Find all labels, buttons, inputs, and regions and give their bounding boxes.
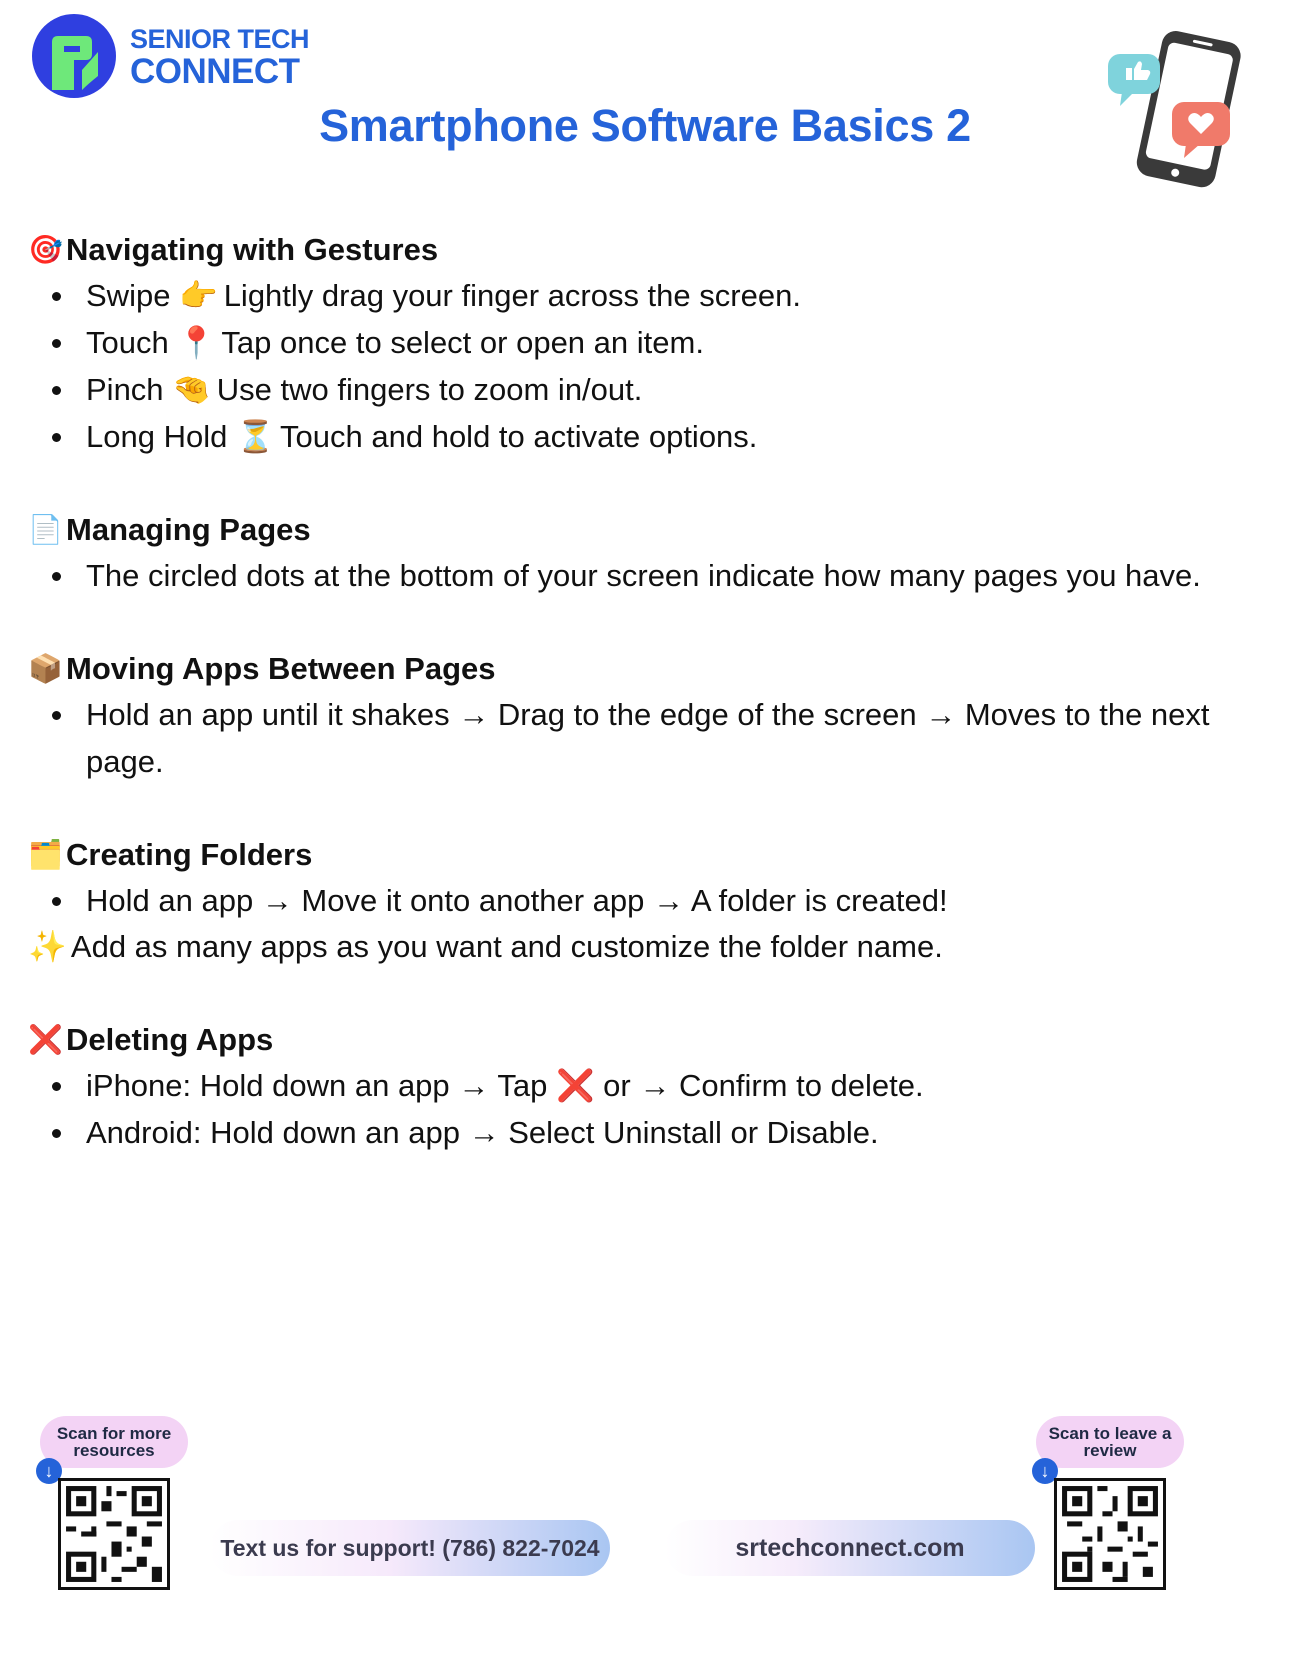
heading-text: Managing Pages [66, 512, 311, 547]
section-gestures [28, 228, 1278, 460]
section-pages [28, 508, 1278, 599]
gesture-description: Tap once to select or open an item. [221, 325, 704, 360]
folder-icon: 🗂️ [28, 839, 63, 870]
qr-code-icon[interactable] [1054, 1478, 1166, 1590]
cross-mark-icon: ❌ [555, 1068, 595, 1103]
section-folders [28, 833, 1278, 970]
qr-review [1026, 1416, 1196, 1596]
list-item: Hold an app → Move it onto another app → A folder is created! [28, 877, 1278, 924]
item-text: iPhone: Hold down an app → Tap [86, 1068, 548, 1103]
section-heading [28, 647, 1278, 691]
gesture-description: Use two fingers to zoom in/out. [216, 372, 643, 407]
arrow-down-icon: ↓ [1032, 1458, 1058, 1484]
pin-icon: 📍 [177, 325, 216, 360]
heading-text: Creating Folders [66, 837, 313, 872]
package-icon: 📦 [28, 653, 63, 684]
list-item: Android: Hold down an app → Select Uninstall or Disable. [28, 1109, 1278, 1156]
brand-line-2: CONNECT [130, 52, 300, 91]
folder-tip [28, 924, 1278, 970]
brand-line-1: SENIOR TECH [130, 24, 310, 54]
list-item [28, 413, 1278, 460]
gesture-description: Lightly drag your finger across the screen. [223, 278, 801, 313]
pinch-hand-icon: 🤏 [172, 372, 211, 407]
page-icon: 📄 [28, 514, 63, 545]
qr-label: Scan to leave a review [1036, 1416, 1184, 1468]
gesture-term: Pinch [86, 372, 164, 407]
hourglass-icon: ⏳ [235, 419, 275, 454]
website-link[interactable]: srtechconnect.com [665, 1520, 1035, 1576]
content [28, 228, 1278, 1204]
page-title: Smartphone Software Basics 2 [319, 100, 971, 151]
heading-text: Deleting Apps [66, 1022, 274, 1057]
item-text: or → Confirm to delete. [603, 1068, 924, 1103]
list-item: Hold an app until it shakes → Drag to the edge of the screen → Moves to the next page. [28, 691, 1256, 785]
pointing-hand-icon: 👉 [179, 278, 218, 313]
phone-illustration-icon [1108, 22, 1258, 192]
gesture-term: Touch [86, 325, 169, 360]
heading-text: Moving Apps Between Pages [66, 651, 496, 686]
section-heading [28, 508, 1278, 552]
list-item: The circled dots at the bottom of your screen indicate how many pages you have. [28, 552, 1278, 599]
section-moving-apps [28, 647, 1278, 785]
heading-text: Navigating with Gestures [66, 232, 439, 267]
target-icon: 🎯 [28, 234, 63, 265]
qr-resources [30, 1416, 200, 1596]
gesture-description: Touch and hold to activate options. [280, 419, 758, 454]
qr-label: Scan for more resources [40, 1416, 188, 1468]
section-heading [28, 228, 1278, 272]
sparkles-icon: ✨ [28, 929, 67, 964]
qr-code-icon[interactable] [58, 1478, 170, 1590]
list-item [28, 319, 1278, 366]
cross-mark-icon: ❌ [28, 1024, 63, 1055]
list-item [28, 1062, 1278, 1109]
tip-text: Add as many apps as you want and customize the folder name. [70, 929, 943, 964]
arrow-down-icon: ↓ [36, 1458, 62, 1484]
gesture-term: Swipe [86, 278, 171, 313]
gesture-term: Long Hold [86, 419, 228, 454]
section-heading [28, 833, 1278, 877]
logo-mark-icon [30, 12, 118, 100]
support-phone[interactable]: Text us for support! (786) 822-7024 [210, 1520, 610, 1576]
logo [30, 12, 330, 102]
section-heading [28, 1018, 1278, 1062]
list-item [28, 366, 1278, 413]
section-deleting [28, 1018, 1278, 1156]
list-item [28, 272, 1278, 319]
